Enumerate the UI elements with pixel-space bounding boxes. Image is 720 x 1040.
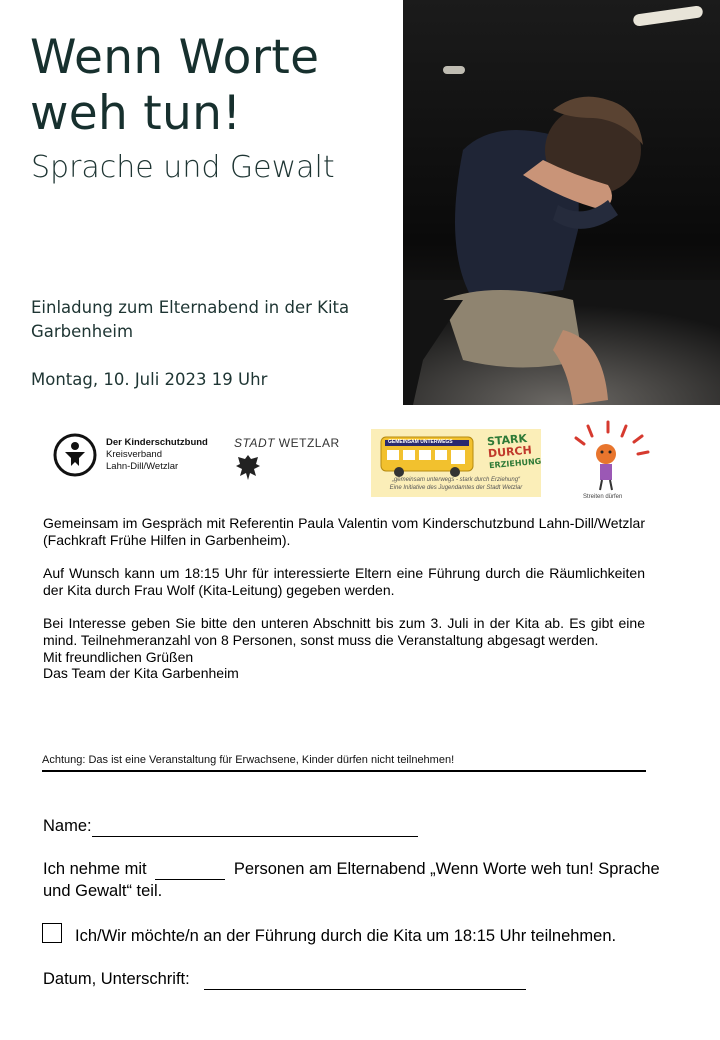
bus-caption-1: „gemeinsam unterwegs - stark durch Erziehung“	[391, 477, 521, 483]
kinderschutzbund-icon	[52, 432, 100, 478]
body-text	[43, 515, 645, 682]
tour-checkbox[interactable]	[42, 923, 62, 943]
name-row	[43, 815, 418, 837]
persons-pre-label: Ich nehme mit	[43, 860, 147, 878]
streiten-caption: Streiten dürfen	[583, 494, 623, 500]
kinderschutzbund-text	[106, 437, 208, 473]
name-field[interactable]	[92, 818, 418, 837]
persons-row	[43, 858, 683, 902]
signature: Das Team der Kita Garbenheim	[43, 665, 239, 682]
angry-kid-icon	[566, 418, 656, 504]
subtitle: Sprache und Gewalt	[31, 150, 335, 185]
event-date: Montag, 10. Juli 2023 19 Uhr	[31, 370, 268, 389]
signature-row	[43, 968, 526, 990]
bus-caption-2: Eine Initiative des Jugendamtes der Stadt Wetzlar	[389, 485, 523, 491]
stadt-wetzlar-logo	[234, 436, 340, 450]
page-title	[30, 30, 319, 142]
bus-caption	[371, 476, 541, 492]
eagle-crest-icon	[234, 452, 262, 482]
ksb-line-2: Kreisverband	[106, 449, 162, 460]
persons-post-label: Personen am Elternabend „Wenn Worte weh tun! Sprache und Gewalt“ teil.	[43, 860, 660, 900]
paragraph-tour: Auf Wunsch kann um 18:15 Uhr für interessierte Eltern eine Führung durch die Räumlichkeiten der Kita durch Frau Wolf (Kita-Leitung) gegeben werden.	[43, 565, 645, 598]
signature-label: Datum, Unterschrift:	[43, 970, 190, 988]
stadt-label: STADT	[234, 436, 275, 450]
tour-label: Ich/Wir möchte/n an der Führung durch die Kita um 18:15 Uhr teilnehmen.	[75, 927, 617, 945]
persons-count-field[interactable]	[155, 863, 225, 880]
ksb-line-3: Lahn-Dill/Wetzlar	[106, 461, 179, 472]
bus-text: GEMEINSAM UNTERWEGS	[388, 439, 453, 445]
greeting: Mit freundlichen Grüßen	[43, 648, 194, 665]
paragraph-deadline: Bei Interesse geben Sie bitte den unteren Abschnitt bis zum 3. Juli in der Kita ab. Es gibt eine mind. Teilnehmeranzahl von 8 Personen, sonst muss die Veranstaltung abgesagt werden.	[43, 615, 645, 648]
wetzlar-label: WETZLAR	[278, 436, 340, 450]
header-photo	[403, 0, 720, 405]
title-line-1: Wenn Worte	[30, 30, 320, 85]
title-line-2: weh tun!	[30, 86, 242, 141]
stark-line-3: ERZIEHUNG	[488, 456, 542, 471]
stark-line-1: STARK	[486, 431, 528, 449]
adults-only-notice: Achtung: Das ist eine Veranstaltung für Erwachsene, Kinder dürfen nicht teilnehmen!	[42, 754, 646, 772]
invitation-text: Einladung zum Elternabend in der Kita Garbenheim	[31, 298, 350, 341]
streiten-duerfen-logo	[566, 418, 656, 504]
signature-field[interactable]	[204, 973, 526, 990]
stark-durch-erziehung	[487, 432, 542, 472]
ksb-line-1: Der Kinderschutzbund	[106, 437, 208, 448]
paragraph-speaker: Gemeinsam im Gespräch mit Referentin Paula Valentin vom Kinderschutzbund Lahn-Dill/Wetzlar (Fachkraft Frühe Hilfen in Garbenheim).	[43, 515, 645, 548]
name-label: Name:	[43, 817, 92, 835]
stark-line-2: DURCH	[487, 443, 533, 461]
